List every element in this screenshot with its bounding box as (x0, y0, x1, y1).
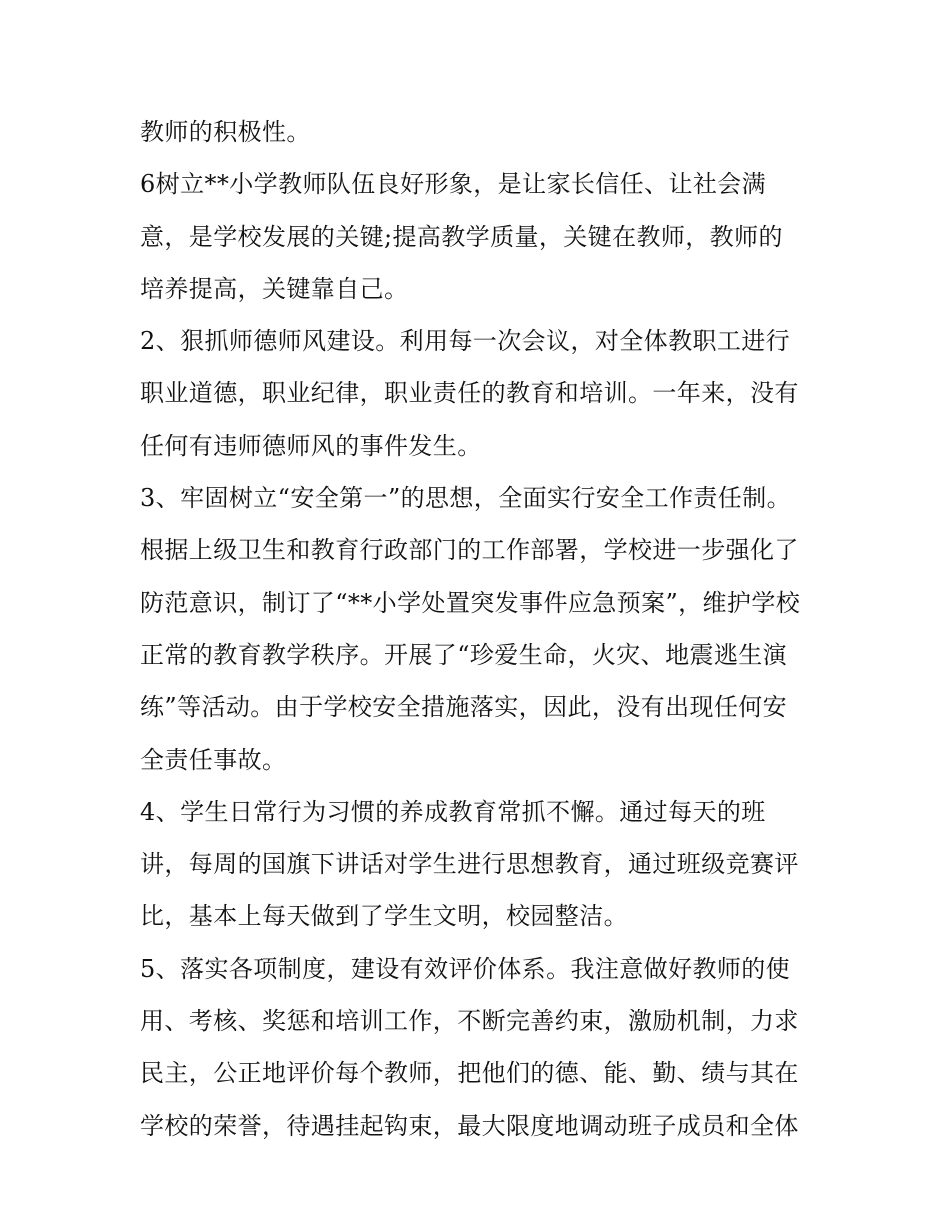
text-line: 正常的教育教学秩序。开展了“珍爱生命，火灾、地震逃生演 (140, 640, 788, 669)
text-line: 讲，每周的国旗下讲话对学生进行思想教育，通过班级竞赛评 (140, 850, 799, 879)
text-line: 培养提高，关键靠自己。 (140, 274, 409, 303)
text-line: 学校的荣誉，待遇挂起钩束，最大限度地调动班子成员和全体 (140, 1111, 799, 1140)
text-line: 练”等活动。由于学校安全措施落实，因此，没有出现任何安 (140, 693, 788, 722)
text-line: 全责任事故。 (140, 745, 287, 774)
text-line: 5、落实各项制度，建设有效评价体系。我注意做好教师的使 (140, 954, 791, 983)
text-line: 3、牢固树立“安全第一”的思想，全面实行安全工作责任制。 (140, 484, 792, 513)
text-line: 6树立**小学教师队伍良好形象，是让家长信任、让社会满 (140, 170, 767, 199)
document-page (140, 106, 820, 1152)
text-line: 意，是学校发展的关键;提高教学质量，关键在教师，教师的 (140, 222, 783, 251)
text-line: 比，基本上每天做到了学生文明，校园整洁。 (140, 902, 628, 931)
text-line: 根据上级卫生和教育行政部门的工作部署，学校进一步强化了 (140, 536, 799, 565)
text-line: 2、狠抓师德师风建设。利用每一次会议，对全体教职工进行 (140, 327, 791, 356)
text-line: 职业道德，职业纪律，职业责任的教育和培训。一年来，没有 (140, 379, 799, 408)
text-line: 任何有违师德师风的事件发生。 (140, 431, 482, 460)
text-line: 教师的积极性。 (140, 118, 311, 146)
text-line: 用、考核、奖惩和培训工作，不断完善约束，激励机制，力求 (140, 1007, 799, 1036)
text-line: 民主，公正地评价每个教师，把他们的德、能、勤、绩与其在 (140, 1059, 799, 1088)
text-line: 4、学生日常行为习惯的养成教育常抓不懈。通过每天的班 (140, 797, 766, 826)
text-line: 防范意识，制订了“**小学处置突发事件应急预案”，维护学校 (140, 588, 801, 617)
